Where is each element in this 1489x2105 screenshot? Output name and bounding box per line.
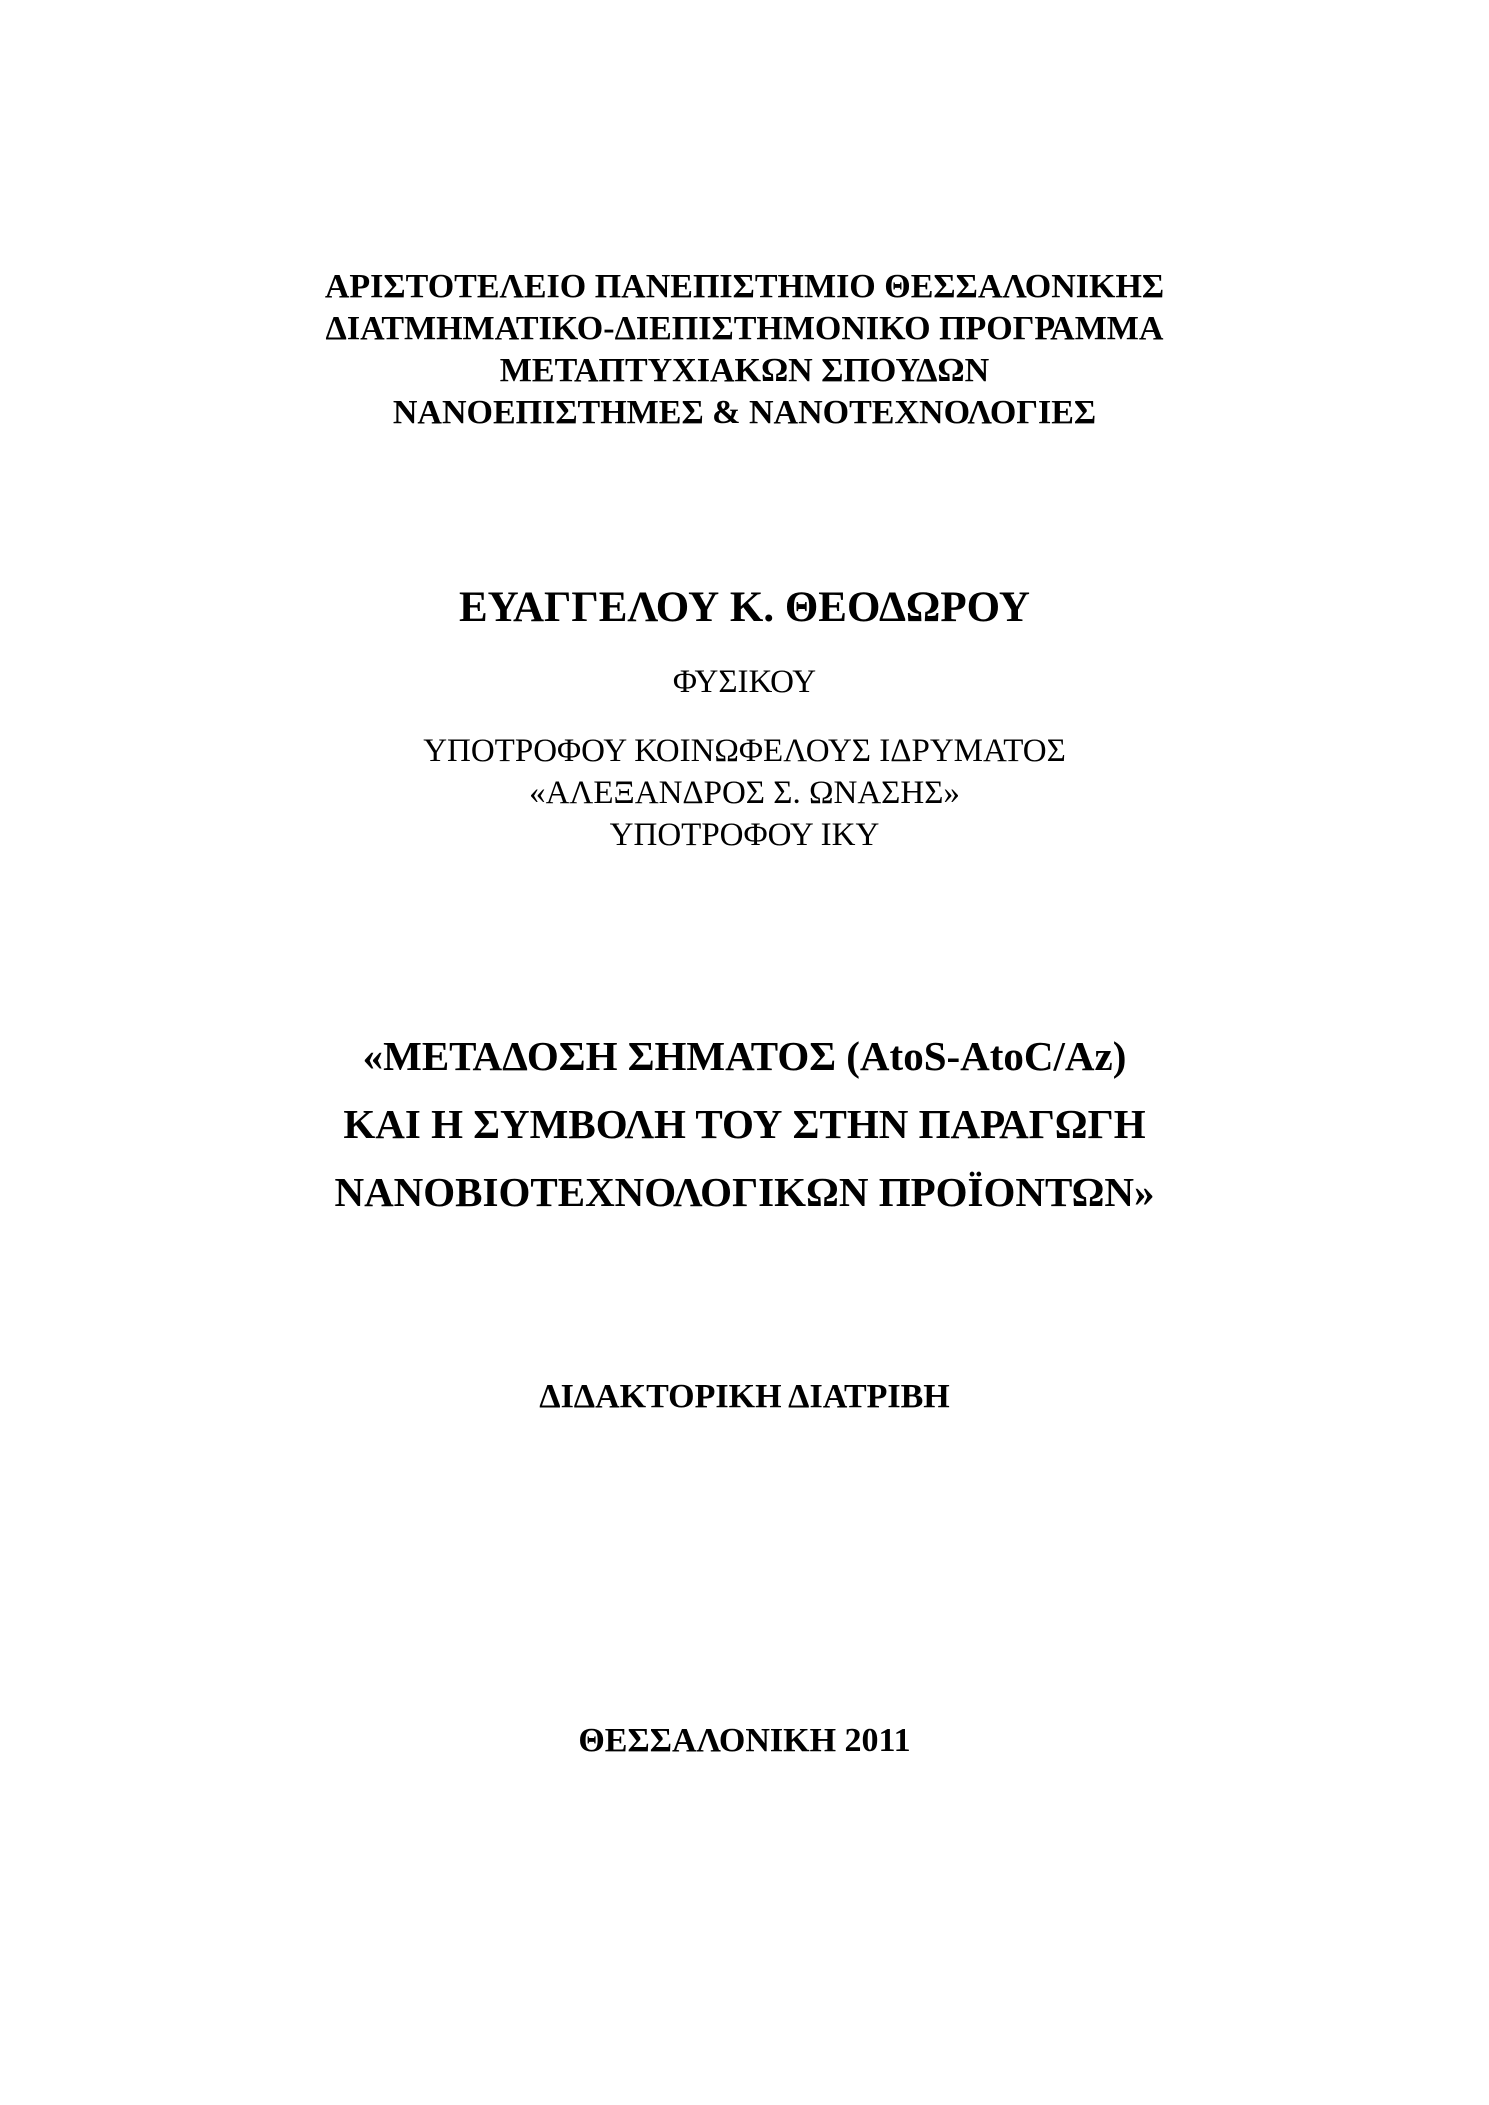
title-line-2: ΚΑΙ Η ΣΥΜΒΟΛΗ ΤΟΥ ΣΤΗΝ ΠΑΡΑΓΩΓΗ (343, 1101, 1146, 1147)
header-line-field: ΝΑΝΟΕΠΙΣΤΗΜΕΣ & ΝΑΝΟΤΕΧΝΟΛΟΓΙΕΣ (392, 394, 1097, 431)
author-scholarships (0, 730, 1489, 856)
header-line-program: ΔΙΑΤΜΗΜΑΤΙΚΟ-ΔΙΕΠΙΣΤΗΜΟΝΙΚΟ ΠΡΟΓΡΑΜΜΑ (325, 310, 1164, 347)
title-line-3: ΝΑΝΟΒΙΟΤΕΧΝΟΛΟΓΙΚΩΝ ΠΡΟΪΟΝΤΩΝ» (334, 1169, 1155, 1215)
thesis-title (0, 1022, 1489, 1226)
header-line-university: ΑΡΙΣΤΟΤΕΛΕΙΟ ΠΑΝΕΠΙΣΤΗΜΙΟ ΘΕΣΣΑΛΟΝΙΚΗΣ (324, 268, 1165, 305)
document-type: ΔΙΔΑΚΤΟΡΙΚΗ ΔΙΑΤΡΙΒΗ (539, 1378, 950, 1415)
author-profession: ΦΥΣΙΚΟΥ (672, 664, 817, 700)
scholarship-line-iky: ΥΠΟΤΡΟΦΟΥ ΙΚΥ (609, 817, 880, 853)
university-header (0, 266, 1489, 434)
scholarship-line-onassis: «ΑΛΕΞΑΝΔΡΟΣ Σ. ΩΝΑΣΗΣ» (529, 775, 960, 811)
author-name: ΕΥΑΓΓΕΛΟΥ Κ. ΘΕΟΔΩΡΟΥ (459, 584, 1030, 631)
title-line-1: «ΜΕΤΑΔΟΣΗ ΣΗΜΑΤΟΣ (AtoS-AtoC/Az) (362, 1033, 1127, 1079)
header-line-studies: ΜΕΤΑΠΤΥΧΙΑΚΩΝ ΣΠΟΥΔΩΝ (499, 352, 990, 389)
place-and-year: ΘΕΣΣΑΛΟΝΙΚΗ 2011 (578, 1722, 911, 1759)
scholarship-line-foundation: ΥΠΟΤΡΟΦΟΥ ΚΟΙΝΩΦΕΛΟΥΣ ΙΔΡΥΜΑΤΟΣ (423, 733, 1066, 769)
